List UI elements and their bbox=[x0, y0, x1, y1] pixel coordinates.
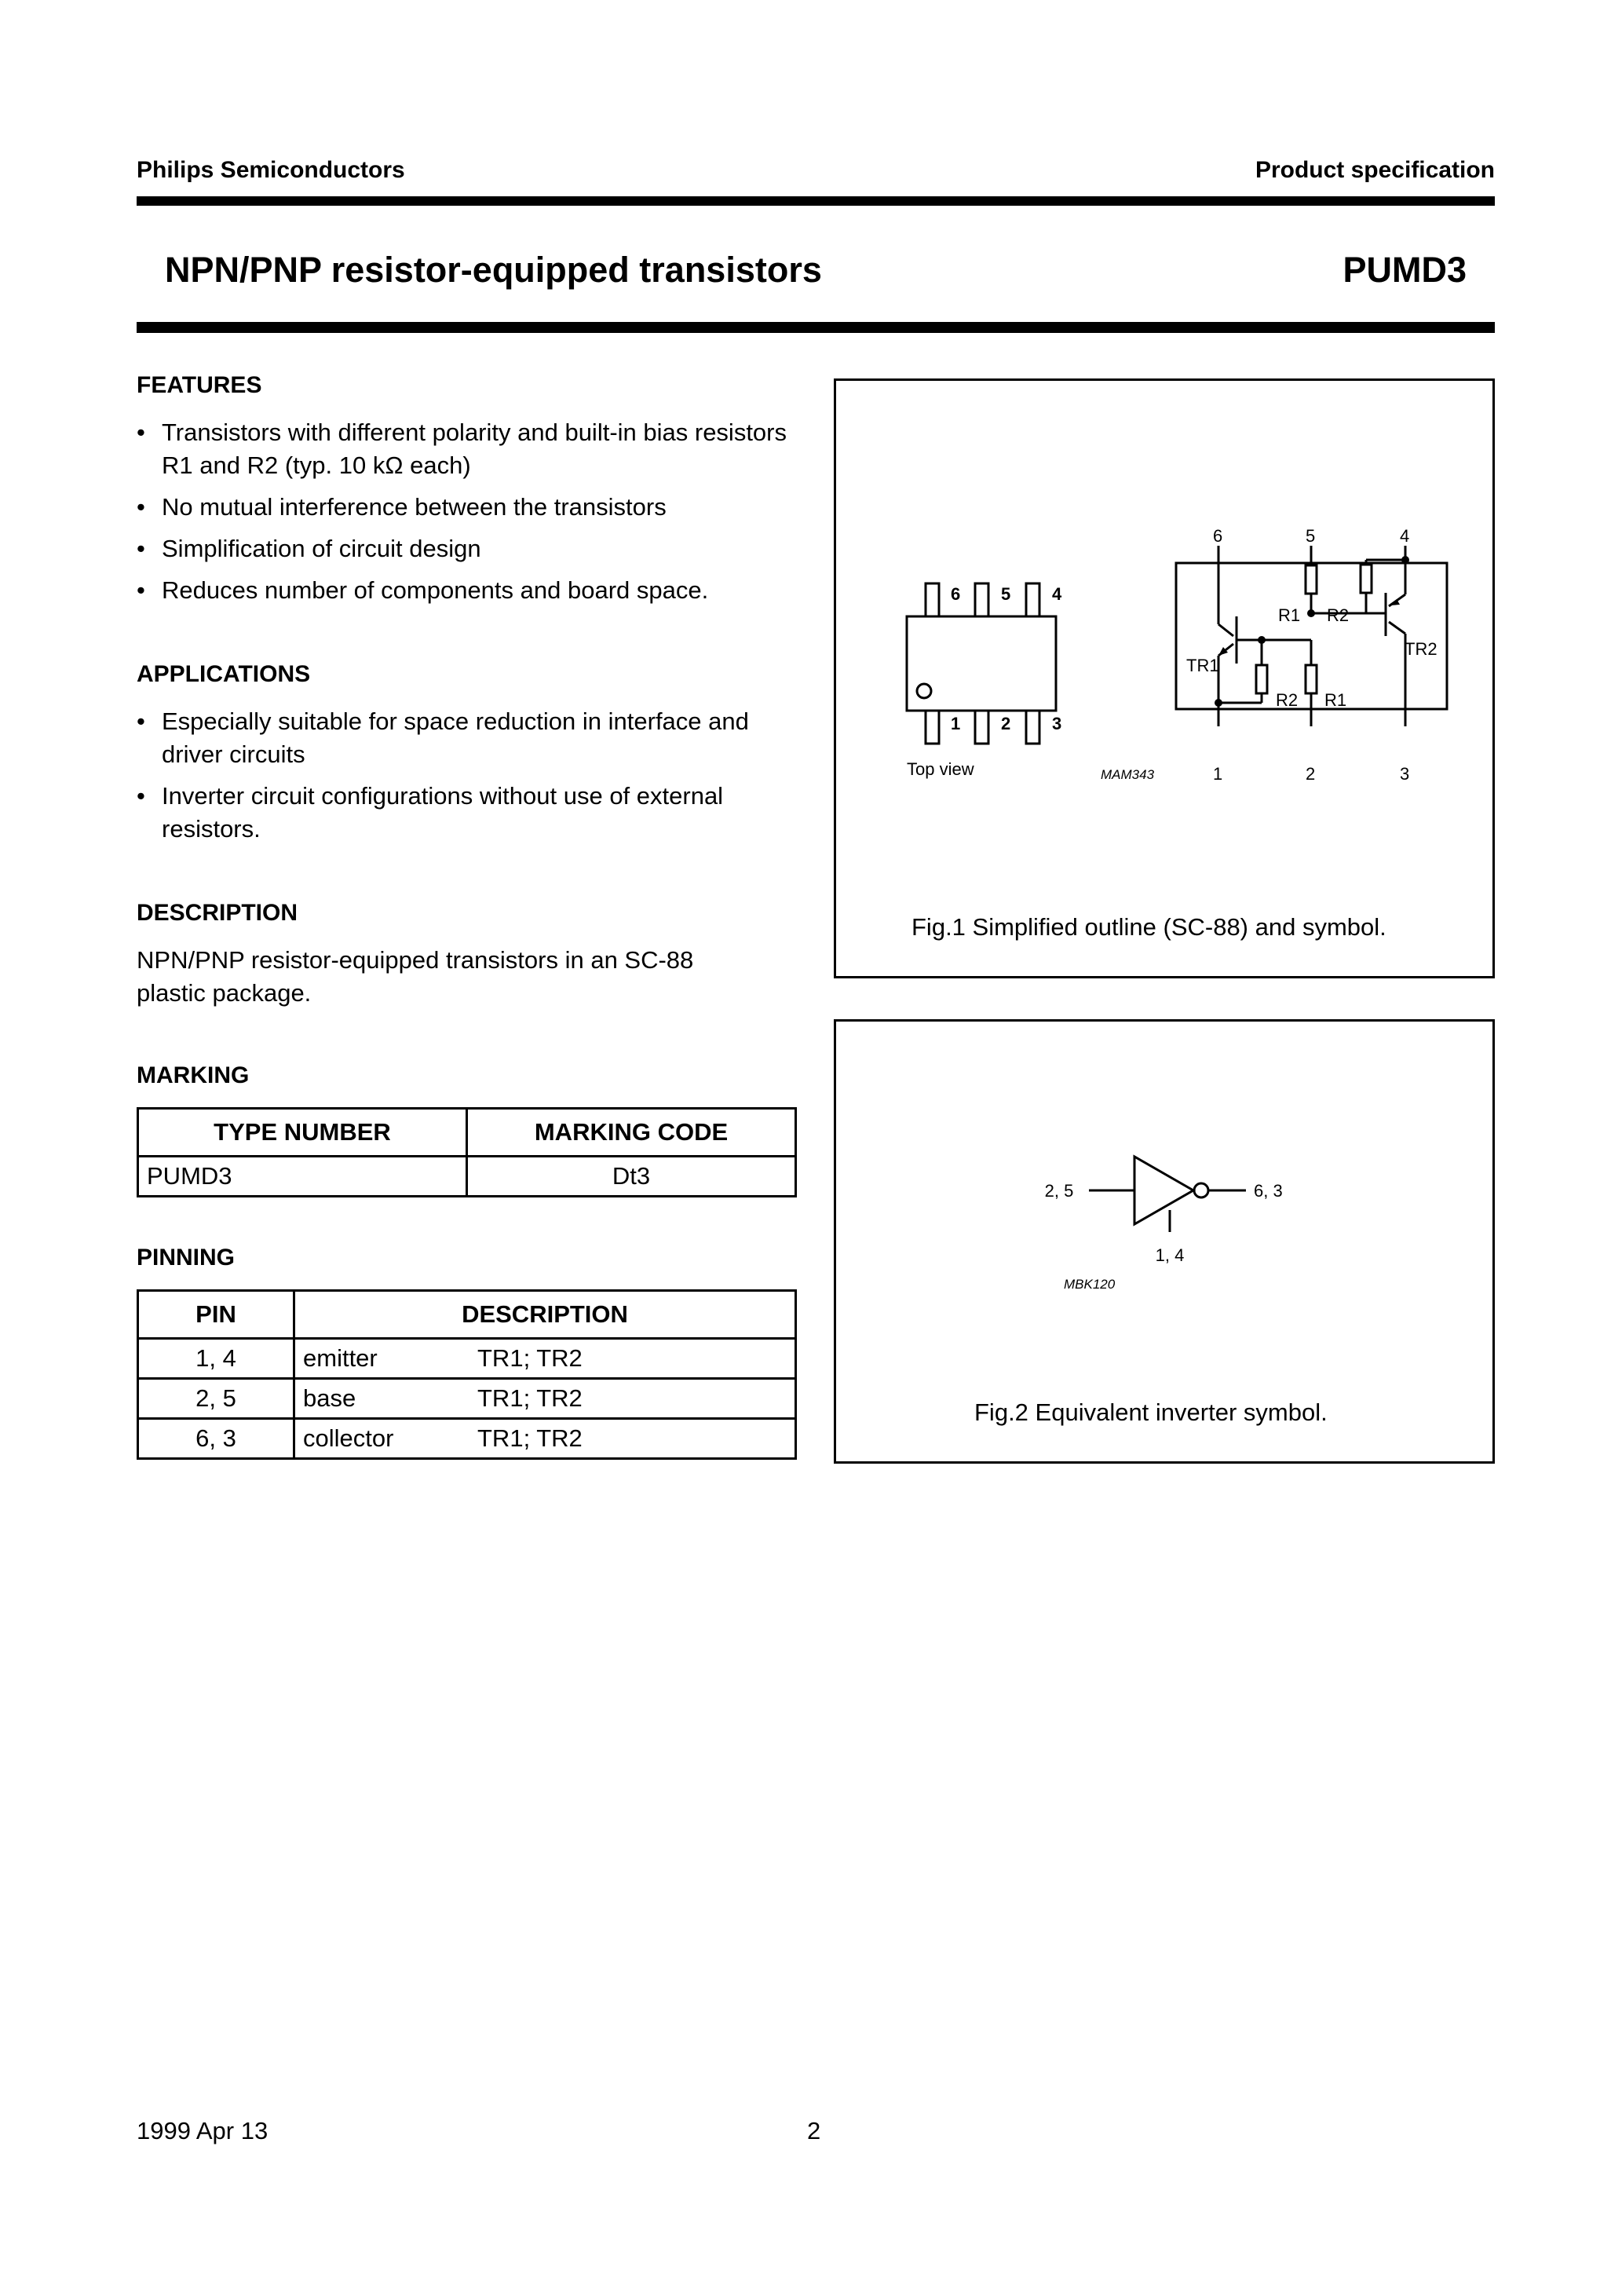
pkg-pin-label: 5 bbox=[1001, 584, 1011, 604]
table-row bbox=[138, 1379, 796, 1419]
pkg-pin-label: 2 bbox=[1001, 714, 1011, 733]
description-heading: DESCRIPTION bbox=[137, 900, 298, 926]
pkg-pin-label: 1 bbox=[951, 714, 961, 733]
table-row bbox=[138, 1157, 796, 1197]
junction-dot bbox=[1258, 636, 1266, 644]
list-item: • Inverter circuit configurations without use of external resistors. bbox=[137, 780, 804, 846]
junction-dot bbox=[1215, 699, 1222, 707]
figure-2-caption: Fig.2 Equivalent inverter symbol. bbox=[974, 1398, 1328, 1426]
sym-pin-label: 6 bbox=[1213, 526, 1223, 546]
ground-label: 1, 4 bbox=[1155, 1245, 1185, 1265]
applications-heading: APPLICATIONS bbox=[137, 661, 311, 687]
column-header: DESCRIPTION bbox=[294, 1291, 796, 1339]
page-title: NPN/PNP resistor-equipped transistors bbox=[165, 250, 822, 290]
pinning-table bbox=[137, 1289, 797, 1460]
pin-function: base bbox=[303, 1384, 356, 1412]
description-cell bbox=[294, 1419, 796, 1459]
list-item: • Especially suitable for space reduction in interface and driver circuits bbox=[137, 705, 804, 771]
output-label: 6, 3 bbox=[1254, 1181, 1283, 1201]
list-item: • Reduces number of components and board space. bbox=[137, 574, 804, 607]
pkg-pin-label: 4 bbox=[1052, 584, 1062, 604]
list-item: • Simplification of circuit design bbox=[137, 532, 804, 565]
r2-label: R2 bbox=[1327, 605, 1350, 625]
pin-transistors: TR1; TR2 bbox=[477, 1344, 583, 1372]
table-header-row bbox=[138, 1109, 796, 1157]
column-header: TYPE NUMBER bbox=[138, 1109, 467, 1157]
left-column bbox=[137, 372, 804, 616]
list-item: • Transistors with different polarity and built-in bias resistors R1 and R2 (typ. 10 kΩ each) bbox=[137, 416, 804, 482]
top-view-label: Top view bbox=[907, 759, 974, 779]
resistor-r2-bottom bbox=[1256, 665, 1267, 693]
package-pin bbox=[975, 711, 988, 744]
marking-table bbox=[137, 1107, 797, 1197]
figure-2 bbox=[834, 1019, 1495, 1464]
pin-function: emitter bbox=[303, 1344, 378, 1372]
pkg-pin-label: 3 bbox=[1052, 714, 1062, 733]
marking-code-cell: Dt3 bbox=[467, 1157, 796, 1197]
resistor-r1-top bbox=[1306, 565, 1317, 594]
resistor-r1-bottom bbox=[1306, 665, 1317, 693]
type-number-cell: PUMD3 bbox=[138, 1157, 467, 1197]
package-pin bbox=[975, 583, 988, 616]
column-header: MARKING CODE bbox=[467, 1109, 796, 1157]
description-cell bbox=[294, 1339, 796, 1379]
pin-transistors: TR1; TR2 bbox=[477, 1384, 583, 1412]
junction-dot bbox=[1307, 609, 1315, 617]
features-list bbox=[137, 416, 804, 607]
tr2-label: TR2 bbox=[1405, 639, 1438, 659]
applications-section bbox=[137, 661, 804, 854]
footer-date: 1999 Apr 13 bbox=[137, 2117, 269, 2144]
r1-label: R1 bbox=[1278, 605, 1301, 625]
resistor-r2-top bbox=[1361, 565, 1372, 593]
package-pin bbox=[926, 711, 939, 744]
column-header: PIN bbox=[138, 1291, 294, 1339]
pin1-marker bbox=[917, 684, 931, 698]
pkg-pin-label: 6 bbox=[951, 584, 961, 604]
inverter-triangle bbox=[1134, 1157, 1193, 1224]
pin-function: collector bbox=[303, 1424, 394, 1452]
company-name: Philips Semiconductors bbox=[137, 157, 405, 183]
fig1-drawing bbox=[836, 381, 1492, 976]
description-cell bbox=[294, 1379, 796, 1419]
title-rule bbox=[137, 322, 1495, 333]
figure-1-caption: Fig.1 Simplified outline (SC-88) and symbol. bbox=[911, 913, 1386, 941]
r2-label: R2 bbox=[1276, 690, 1299, 710]
table-row bbox=[138, 1419, 796, 1459]
description-section bbox=[137, 900, 804, 1010]
marking-heading: MARKING bbox=[137, 1062, 250, 1088]
fig2-drawing bbox=[836, 1022, 1492, 1461]
wire bbox=[1218, 624, 1233, 636]
header-rule bbox=[137, 196, 1495, 206]
figure-code: MAM343 bbox=[1101, 767, 1155, 782]
tr1-label: TR1 bbox=[1186, 656, 1219, 675]
pinning-heading: PINNING bbox=[137, 1245, 236, 1270]
sym-pin-label: 3 bbox=[1400, 764, 1410, 784]
inverter-bubble bbox=[1194, 1183, 1208, 1197]
input-label: 2, 5 bbox=[1044, 1181, 1074, 1201]
junction-dot bbox=[1401, 556, 1409, 564]
package-pin bbox=[926, 583, 939, 616]
r1-label: R1 bbox=[1324, 690, 1347, 710]
pin-transistors: TR1; TR2 bbox=[477, 1424, 583, 1452]
sym-pin-label: 1 bbox=[1213, 764, 1223, 784]
list-item: • No mutual interference between the transistors bbox=[137, 491, 804, 524]
table-header-row bbox=[138, 1291, 796, 1339]
sym-pin-label: 2 bbox=[1306, 764, 1316, 784]
figure-code: MBK120 bbox=[1064, 1277, 1116, 1292]
table-row bbox=[138, 1339, 796, 1379]
sym-pin-label: 5 bbox=[1306, 526, 1316, 546]
part-number: PUMD3 bbox=[1343, 250, 1467, 290]
features-heading: FEATURES bbox=[137, 372, 262, 398]
pin-cell: 1, 4 bbox=[138, 1339, 294, 1379]
applications-list bbox=[137, 705, 804, 846]
pin-cell: 2, 5 bbox=[138, 1379, 294, 1419]
wire bbox=[1389, 622, 1405, 634]
page-number: 2 bbox=[807, 2117, 821, 2144]
package-pin bbox=[1026, 583, 1039, 616]
sym-pin-label: 4 bbox=[1400, 526, 1410, 546]
package-pin bbox=[1026, 711, 1039, 744]
pin-cell: 6, 3 bbox=[138, 1419, 294, 1459]
document-type: Product specification bbox=[1255, 157, 1495, 183]
description-text: NPN/PNP resistor-equipped transistors in an SC-88 plastic package. bbox=[137, 946, 694, 1007]
figure-1 bbox=[834, 378, 1495, 978]
